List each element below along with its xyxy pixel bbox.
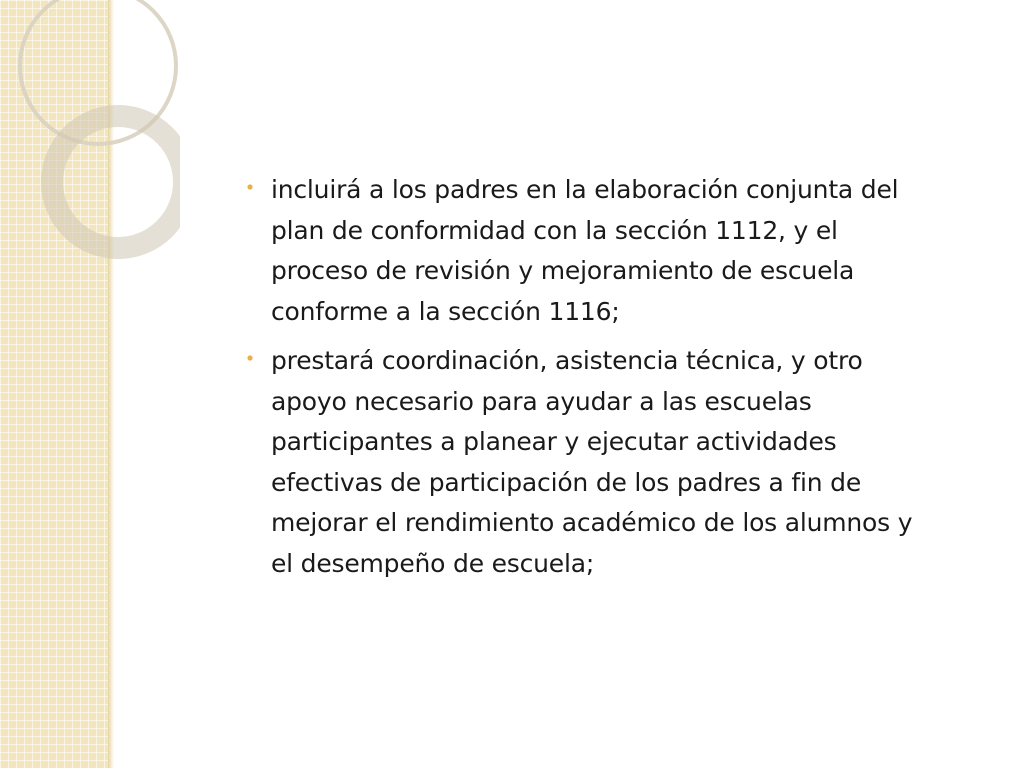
text-line: el desempeño de escuela; xyxy=(271,548,595,578)
text-line: prestará coordinación, asistencia técnica, y otro xyxy=(271,346,863,375)
text-line: proceso de revisión y mejoramiento de escuela xyxy=(271,256,855,285)
text-line: plan de conformidad con la sección 1112, y el xyxy=(271,215,838,245)
text-line: conforme a la sección 1116; xyxy=(271,296,620,326)
bullet-item xyxy=(244,170,1004,332)
bullet-icon xyxy=(244,341,258,381)
bullet-text xyxy=(271,170,1004,332)
bullet-item xyxy=(244,341,1004,584)
text-line: incluirá a los padres en la elaboración conjunta del xyxy=(271,175,899,204)
text-line: efectivas de participación de los padres a fin de xyxy=(271,467,862,497)
bullet-icon xyxy=(244,170,258,210)
slide-content xyxy=(244,170,1004,593)
text-line: mejorar el rendimiento académico de los alumnos y xyxy=(271,508,913,537)
decorative-ring-small xyxy=(52,116,180,248)
bullet-list xyxy=(244,170,1004,584)
decorative-rings xyxy=(0,0,180,330)
text-line: participantes a planear y ejecutar actividades xyxy=(271,427,837,456)
text-line: apoyo necesario para ayudar a las escuelas xyxy=(271,386,812,416)
bullet-text xyxy=(271,341,1004,584)
